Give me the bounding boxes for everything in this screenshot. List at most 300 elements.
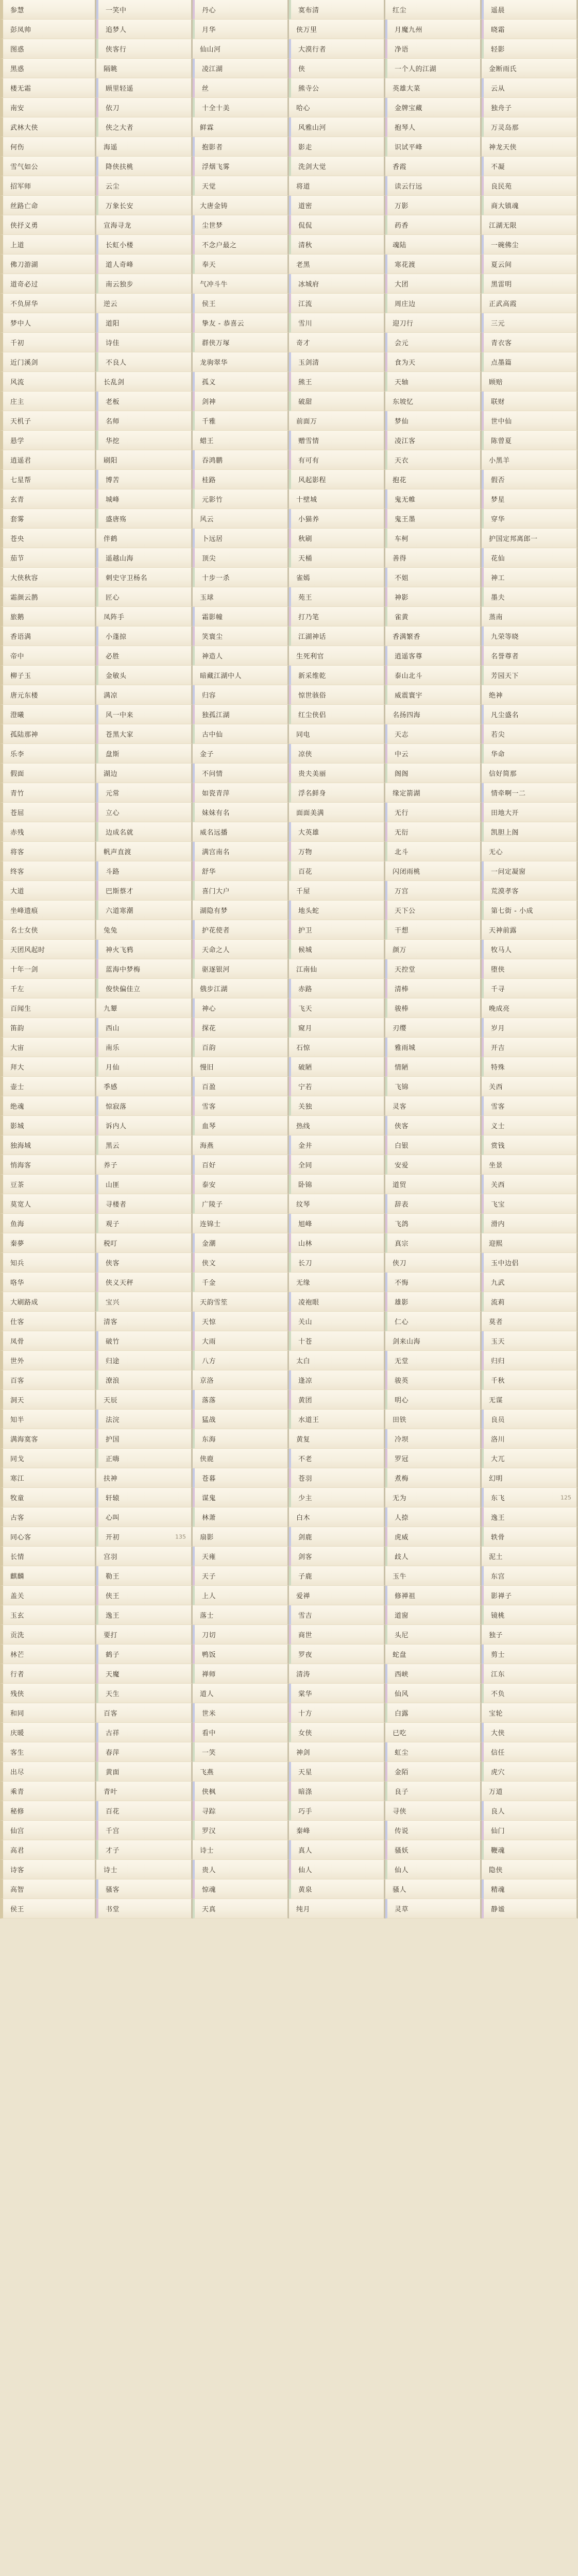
name-cell[interactable] bbox=[385, 920, 482, 940]
name-cell[interactable] bbox=[193, 333, 289, 352]
name-cell[interactable] bbox=[482, 1038, 578, 1057]
name-cell[interactable] bbox=[193, 509, 289, 529]
name-cell[interactable] bbox=[482, 333, 578, 352]
name-cell[interactable] bbox=[193, 1742, 289, 1762]
name-cell[interactable] bbox=[0, 137, 96, 157]
name-cell[interactable] bbox=[193, 607, 289, 626]
name-cell[interactable] bbox=[0, 646, 96, 666]
name-cell[interactable] bbox=[385, 1057, 482, 1077]
name-cell[interactable] bbox=[482, 294, 578, 313]
name-cell[interactable] bbox=[289, 1390, 385, 1410]
name-cell[interactable] bbox=[482, 1625, 578, 1645]
name-cell[interactable] bbox=[0, 1390, 96, 1410]
name-cell[interactable] bbox=[0, 333, 96, 352]
name-cell[interactable] bbox=[289, 59, 385, 78]
name-cell[interactable] bbox=[289, 1155, 385, 1175]
name-cell[interactable] bbox=[193, 881, 289, 901]
name-cell[interactable] bbox=[385, 1351, 482, 1370]
name-cell[interactable] bbox=[96, 1860, 193, 1879]
name-cell[interactable] bbox=[482, 979, 578, 998]
name-cell[interactable] bbox=[385, 1605, 482, 1625]
name-cell[interactable] bbox=[482, 548, 578, 568]
name-cell[interactable] bbox=[0, 1136, 96, 1155]
name-cell[interactable] bbox=[0, 1410, 96, 1429]
name-cell[interactable] bbox=[96, 509, 193, 529]
name-cell[interactable] bbox=[0, 98, 96, 117]
name-cell[interactable] bbox=[193, 274, 289, 294]
name-cell[interactable] bbox=[482, 235, 578, 255]
name-cell[interactable] bbox=[482, 157, 578, 176]
name-cell[interactable] bbox=[385, 1370, 482, 1390]
name-cell[interactable] bbox=[289, 1175, 385, 1194]
name-cell[interactable] bbox=[193, 117, 289, 137]
name-cell[interactable] bbox=[385, 1625, 482, 1645]
name-cell[interactable] bbox=[482, 1742, 578, 1762]
name-cell[interactable] bbox=[482, 98, 578, 117]
name-cell[interactable] bbox=[96, 1194, 193, 1214]
name-cell[interactable] bbox=[289, 1507, 385, 1527]
name-cell[interactable] bbox=[193, 1899, 289, 1919]
name-cell[interactable] bbox=[482, 1155, 578, 1175]
name-cell[interactable] bbox=[289, 392, 385, 411]
name-cell[interactable] bbox=[385, 1586, 482, 1605]
name-cell[interactable] bbox=[482, 861, 578, 881]
name-cell[interactable] bbox=[0, 1351, 96, 1370]
name-cell[interactable] bbox=[0, 587, 96, 607]
name-cell[interactable] bbox=[289, 1645, 385, 1664]
name-cell[interactable] bbox=[96, 1586, 193, 1605]
name-cell[interactable] bbox=[96, 313, 193, 333]
name-cell[interactable] bbox=[0, 117, 96, 137]
name-cell[interactable] bbox=[385, 411, 482, 431]
name-cell[interactable] bbox=[385, 1488, 482, 1507]
name-cell[interactable] bbox=[289, 255, 385, 274]
name-cell[interactable] bbox=[289, 1057, 385, 1077]
name-cell[interactable] bbox=[96, 196, 193, 215]
name-cell[interactable] bbox=[193, 392, 289, 411]
name-cell[interactable] bbox=[193, 1214, 289, 1233]
name-cell[interactable] bbox=[289, 176, 385, 196]
name-cell[interactable] bbox=[96, 1273, 193, 1292]
name-cell[interactable] bbox=[0, 1547, 96, 1566]
name-cell[interactable] bbox=[193, 1429, 289, 1449]
name-cell[interactable] bbox=[96, 822, 193, 842]
name-cell[interactable] bbox=[385, 59, 482, 78]
name-cell[interactable] bbox=[385, 39, 482, 59]
name-cell[interactable] bbox=[0, 1312, 96, 1331]
name-cell[interactable] bbox=[0, 1899, 96, 1919]
name-cell[interactable] bbox=[193, 255, 289, 274]
name-cell[interactable] bbox=[0, 1292, 96, 1312]
name-cell[interactable] bbox=[482, 920, 578, 940]
name-cell[interactable] bbox=[0, 666, 96, 685]
name-cell[interactable] bbox=[482, 1468, 578, 1488]
name-cell[interactable] bbox=[385, 1273, 482, 1292]
name-cell[interactable] bbox=[385, 940, 482, 959]
name-cell[interactable] bbox=[0, 1625, 96, 1645]
name-cell[interactable] bbox=[385, 1312, 482, 1331]
name-cell[interactable] bbox=[482, 78, 578, 98]
name-cell[interactable] bbox=[193, 1664, 289, 1684]
name-cell[interactable] bbox=[482, 431, 578, 450]
name-cell[interactable] bbox=[96, 881, 193, 901]
name-cell[interactable] bbox=[193, 1821, 289, 1840]
name-cell[interactable] bbox=[0, 1782, 96, 1801]
name-cell[interactable] bbox=[482, 1664, 578, 1684]
name-cell[interactable] bbox=[96, 1566, 193, 1586]
name-cell[interactable] bbox=[289, 1331, 385, 1351]
name-cell[interactable] bbox=[385, 803, 482, 822]
name-cell[interactable] bbox=[96, 568, 193, 587]
name-cell[interactable] bbox=[193, 196, 289, 215]
name-cell[interactable] bbox=[385, 1253, 482, 1273]
name-cell[interactable] bbox=[193, 98, 289, 117]
name-cell[interactable] bbox=[193, 176, 289, 196]
name-cell[interactable] bbox=[385, 901, 482, 920]
name-cell[interactable] bbox=[289, 940, 385, 959]
name-cell[interactable] bbox=[289, 1879, 385, 1899]
name-cell[interactable] bbox=[193, 861, 289, 881]
name-cell[interactable] bbox=[289, 685, 385, 705]
name-cell[interactable] bbox=[385, 724, 482, 744]
name-cell[interactable] bbox=[193, 1077, 289, 1096]
name-cell[interactable] bbox=[482, 255, 578, 274]
name-cell[interactable] bbox=[0, 1214, 96, 1233]
name-cell[interactable] bbox=[385, 1410, 482, 1429]
name-cell[interactable] bbox=[385, 0, 482, 20]
name-cell[interactable] bbox=[96, 1233, 193, 1253]
name-cell[interactable] bbox=[289, 117, 385, 137]
name-cell[interactable] bbox=[289, 861, 385, 881]
name-cell[interactable] bbox=[482, 1605, 578, 1625]
name-cell[interactable] bbox=[482, 724, 578, 744]
name-cell[interactable] bbox=[385, 255, 482, 274]
name-cell[interactable] bbox=[0, 274, 96, 294]
name-cell[interactable] bbox=[289, 1136, 385, 1155]
name-cell[interactable] bbox=[482, 1684, 578, 1703]
name-cell[interactable] bbox=[482, 411, 578, 431]
name-cell[interactable] bbox=[482, 842, 578, 861]
name-cell[interactable] bbox=[96, 1312, 193, 1331]
name-cell[interactable] bbox=[0, 1038, 96, 1057]
name-cell[interactable] bbox=[96, 431, 193, 450]
name-cell[interactable] bbox=[193, 959, 289, 979]
name-cell[interactable] bbox=[482, 1429, 578, 1449]
name-cell[interactable] bbox=[289, 998, 385, 1018]
name-cell[interactable] bbox=[0, 470, 96, 489]
name-cell[interactable] bbox=[193, 235, 289, 255]
name-cell[interactable] bbox=[482, 1096, 578, 1116]
name-cell[interactable] bbox=[385, 685, 482, 705]
name-cell[interactable] bbox=[289, 1605, 385, 1625]
name-cell[interactable] bbox=[482, 587, 578, 607]
name-cell[interactable] bbox=[0, 1175, 96, 1194]
name-cell[interactable] bbox=[385, 979, 482, 998]
name-cell[interactable] bbox=[96, 1038, 193, 1057]
name-cell[interactable] bbox=[385, 176, 482, 196]
name-cell[interactable] bbox=[482, 0, 578, 20]
name-cell[interactable] bbox=[482, 59, 578, 78]
name-cell[interactable] bbox=[482, 881, 578, 901]
name-cell[interactable] bbox=[385, 607, 482, 626]
name-cell[interactable] bbox=[193, 764, 289, 783]
name-cell[interactable] bbox=[482, 998, 578, 1018]
name-cell[interactable] bbox=[193, 1155, 289, 1175]
name-cell[interactable] bbox=[289, 1273, 385, 1292]
name-cell[interactable] bbox=[0, 842, 96, 861]
name-cell[interactable] bbox=[482, 1057, 578, 1077]
name-cell[interactable] bbox=[289, 1116, 385, 1136]
name-cell[interactable] bbox=[193, 470, 289, 489]
name-cell[interactable] bbox=[482, 1586, 578, 1605]
name-cell[interactable] bbox=[0, 1605, 96, 1625]
name-cell[interactable] bbox=[385, 998, 482, 1018]
name-cell[interactable] bbox=[96, 137, 193, 157]
name-cell[interactable] bbox=[385, 1116, 482, 1136]
name-cell[interactable] bbox=[0, 1233, 96, 1253]
name-cell[interactable] bbox=[96, 1331, 193, 1351]
name-cell[interactable] bbox=[193, 920, 289, 940]
name-cell[interactable] bbox=[289, 1801, 385, 1821]
name-cell[interactable] bbox=[482, 372, 578, 392]
name-cell[interactable] bbox=[0, 1057, 96, 1077]
name-cell[interactable] bbox=[289, 568, 385, 587]
name-cell[interactable] bbox=[482, 1488, 578, 1507]
name-cell[interactable] bbox=[96, 1292, 193, 1312]
name-cell[interactable] bbox=[96, 1116, 193, 1136]
name-cell[interactable] bbox=[96, 1821, 193, 1840]
name-cell[interactable] bbox=[0, 20, 96, 39]
name-cell[interactable] bbox=[289, 1664, 385, 1684]
name-cell[interactable] bbox=[0, 803, 96, 822]
name-cell[interactable] bbox=[289, 333, 385, 352]
name-cell[interactable] bbox=[385, 98, 482, 117]
name-cell[interactable] bbox=[482, 1840, 578, 1860]
name-cell[interactable] bbox=[482, 529, 578, 548]
name-cell[interactable] bbox=[482, 1449, 578, 1468]
name-cell[interactable] bbox=[193, 1273, 289, 1292]
name-cell[interactable] bbox=[193, 979, 289, 998]
name-cell[interactable] bbox=[289, 1566, 385, 1586]
name-cell[interactable] bbox=[0, 39, 96, 59]
name-cell[interactable] bbox=[289, 783, 385, 803]
name-cell[interactable] bbox=[289, 157, 385, 176]
name-cell[interactable] bbox=[96, 1429, 193, 1449]
name-cell[interactable] bbox=[0, 920, 96, 940]
name-cell[interactable] bbox=[193, 1468, 289, 1488]
name-cell[interactable] bbox=[96, 1782, 193, 1801]
name-cell[interactable] bbox=[193, 1057, 289, 1077]
name-cell[interactable] bbox=[385, 313, 482, 333]
name-cell[interactable] bbox=[385, 235, 482, 255]
name-cell[interactable] bbox=[289, 724, 385, 744]
name-cell[interactable] bbox=[0, 392, 96, 411]
name-cell[interactable] bbox=[385, 1684, 482, 1703]
name-cell[interactable] bbox=[0, 196, 96, 215]
name-cell[interactable] bbox=[0, 1664, 96, 1684]
name-cell[interactable] bbox=[96, 803, 193, 822]
name-cell[interactable] bbox=[193, 822, 289, 842]
name-cell[interactable] bbox=[96, 1547, 193, 1566]
name-cell[interactable] bbox=[0, 313, 96, 333]
name-cell[interactable] bbox=[0, 235, 96, 255]
name-cell[interactable] bbox=[193, 568, 289, 587]
name-cell[interactable] bbox=[289, 1762, 385, 1782]
name-cell[interactable] bbox=[0, 255, 96, 274]
name-cell[interactable] bbox=[482, 783, 578, 803]
name-cell[interactable] bbox=[96, 78, 193, 98]
name-cell[interactable] bbox=[289, 352, 385, 372]
name-cell[interactable] bbox=[96, 1370, 193, 1390]
name-cell[interactable] bbox=[96, 1449, 193, 1468]
name-cell[interactable] bbox=[385, 372, 482, 392]
name-cell[interactable] bbox=[482, 274, 578, 294]
name-cell[interactable] bbox=[96, 685, 193, 705]
name-cell[interactable] bbox=[289, 920, 385, 940]
name-cell[interactable] bbox=[289, 1899, 385, 1919]
name-cell[interactable] bbox=[289, 1038, 385, 1057]
name-cell[interactable] bbox=[482, 1331, 578, 1351]
name-cell[interactable] bbox=[385, 1664, 482, 1684]
name-cell[interactable] bbox=[0, 548, 96, 568]
name-cell[interactable] bbox=[385, 529, 482, 548]
name-cell[interactable] bbox=[289, 1096, 385, 1116]
name-cell[interactable] bbox=[385, 783, 482, 803]
name-cell[interactable] bbox=[482, 1899, 578, 1919]
name-cell[interactable] bbox=[289, 705, 385, 724]
name-cell[interactable] bbox=[96, 215, 193, 235]
name-cell[interactable] bbox=[289, 1488, 385, 1507]
name-cell[interactable] bbox=[482, 940, 578, 959]
name-cell[interactable] bbox=[289, 529, 385, 548]
name-cell[interactable] bbox=[193, 1449, 289, 1468]
name-cell[interactable] bbox=[385, 1390, 482, 1410]
name-cell[interactable] bbox=[96, 1057, 193, 1077]
name-cell[interactable] bbox=[482, 1253, 578, 1273]
name-cell[interactable] bbox=[0, 1449, 96, 1468]
name-cell[interactable] bbox=[385, 1018, 482, 1038]
name-cell[interactable] bbox=[0, 783, 96, 803]
name-cell[interactable] bbox=[0, 1273, 96, 1292]
name-cell[interactable] bbox=[482, 666, 578, 685]
name-cell[interactable] bbox=[289, 20, 385, 39]
name-cell[interactable] bbox=[0, 1488, 96, 1507]
name-cell[interactable] bbox=[96, 1018, 193, 1038]
name-cell[interactable] bbox=[385, 764, 482, 783]
name-cell[interactable] bbox=[289, 215, 385, 235]
name-cell[interactable] bbox=[96, 255, 193, 274]
name-cell[interactable] bbox=[96, 842, 193, 861]
name-cell[interactable] bbox=[96, 1390, 193, 1410]
name-cell[interactable] bbox=[289, 587, 385, 607]
name-cell[interactable] bbox=[482, 764, 578, 783]
name-cell[interactable] bbox=[193, 1860, 289, 1879]
name-cell[interactable] bbox=[0, 1879, 96, 1899]
name-cell[interactable] bbox=[289, 548, 385, 568]
name-cell[interactable] bbox=[193, 489, 289, 509]
name-cell[interactable] bbox=[96, 333, 193, 352]
name-cell[interactable] bbox=[289, 1429, 385, 1449]
name-cell[interactable] bbox=[193, 1253, 289, 1273]
name-cell[interactable] bbox=[482, 196, 578, 215]
name-cell[interactable] bbox=[482, 1194, 578, 1214]
name-cell[interactable] bbox=[385, 1077, 482, 1096]
name-cell[interactable] bbox=[96, 1175, 193, 1194]
name-cell[interactable] bbox=[96, 901, 193, 920]
name-cell[interactable] bbox=[385, 1194, 482, 1214]
name-cell[interactable] bbox=[193, 1312, 289, 1331]
name-cell[interactable] bbox=[0, 1586, 96, 1605]
name-cell[interactable] bbox=[0, 1507, 96, 1527]
name-cell[interactable] bbox=[0, 1331, 96, 1351]
name-cell[interactable] bbox=[96, 1527, 193, 1547]
name-cell[interactable] bbox=[482, 1547, 578, 1566]
name-cell[interactable] bbox=[193, 685, 289, 705]
name-cell[interactable] bbox=[385, 1801, 482, 1821]
name-cell[interactable] bbox=[193, 1762, 289, 1782]
name-cell[interactable] bbox=[96, 1077, 193, 1096]
name-cell[interactable] bbox=[193, 1566, 289, 1586]
name-cell[interactable] bbox=[482, 1370, 578, 1390]
name-cell[interactable] bbox=[289, 842, 385, 861]
name-cell[interactable] bbox=[0, 78, 96, 98]
name-cell[interactable] bbox=[385, 1742, 482, 1762]
name-cell[interactable] bbox=[96, 1664, 193, 1684]
name-cell[interactable] bbox=[193, 940, 289, 959]
name-cell[interactable] bbox=[193, 529, 289, 548]
name-cell[interactable] bbox=[289, 1214, 385, 1233]
name-cell[interactable] bbox=[482, 626, 578, 646]
name-cell[interactable] bbox=[385, 1449, 482, 1468]
name-cell[interactable] bbox=[289, 979, 385, 998]
name-cell[interactable] bbox=[96, 372, 193, 392]
name-cell[interactable] bbox=[385, 1155, 482, 1175]
name-cell[interactable] bbox=[96, 979, 193, 998]
name-cell[interactable] bbox=[193, 1625, 289, 1645]
name-cell[interactable] bbox=[193, 1527, 289, 1547]
name-cell[interactable] bbox=[0, 959, 96, 979]
name-cell[interactable] bbox=[482, 1879, 578, 1899]
name-cell[interactable] bbox=[96, 1840, 193, 1860]
name-cell[interactable] bbox=[482, 117, 578, 137]
name-cell[interactable] bbox=[0, 1468, 96, 1488]
name-cell[interactable] bbox=[289, 901, 385, 920]
name-cell[interactable] bbox=[289, 1312, 385, 1331]
name-cell[interactable] bbox=[289, 372, 385, 392]
name-cell[interactable] bbox=[96, 450, 193, 470]
name-cell[interactable] bbox=[96, 117, 193, 137]
name-cell[interactable] bbox=[482, 568, 578, 587]
name-cell[interactable] bbox=[193, 1175, 289, 1194]
name-cell[interactable] bbox=[0, 861, 96, 881]
name-cell[interactable] bbox=[0, 509, 96, 529]
name-cell[interactable] bbox=[385, 1860, 482, 1879]
name-cell[interactable] bbox=[482, 1782, 578, 1801]
name-cell[interactable] bbox=[289, 1527, 385, 1547]
name-cell[interactable] bbox=[193, 803, 289, 822]
name-cell[interactable] bbox=[482, 1116, 578, 1136]
name-cell[interactable] bbox=[96, 39, 193, 59]
name-cell[interactable] bbox=[0, 940, 96, 959]
name-cell[interactable] bbox=[0, 1566, 96, 1586]
name-cell[interactable] bbox=[0, 568, 96, 587]
name-cell[interactable] bbox=[193, 548, 289, 568]
name-cell[interactable] bbox=[0, 0, 96, 20]
name-cell[interactable] bbox=[193, 1801, 289, 1821]
name-cell[interactable] bbox=[482, 470, 578, 489]
name-cell[interactable] bbox=[289, 1194, 385, 1214]
name-cell[interactable] bbox=[193, 1684, 289, 1703]
